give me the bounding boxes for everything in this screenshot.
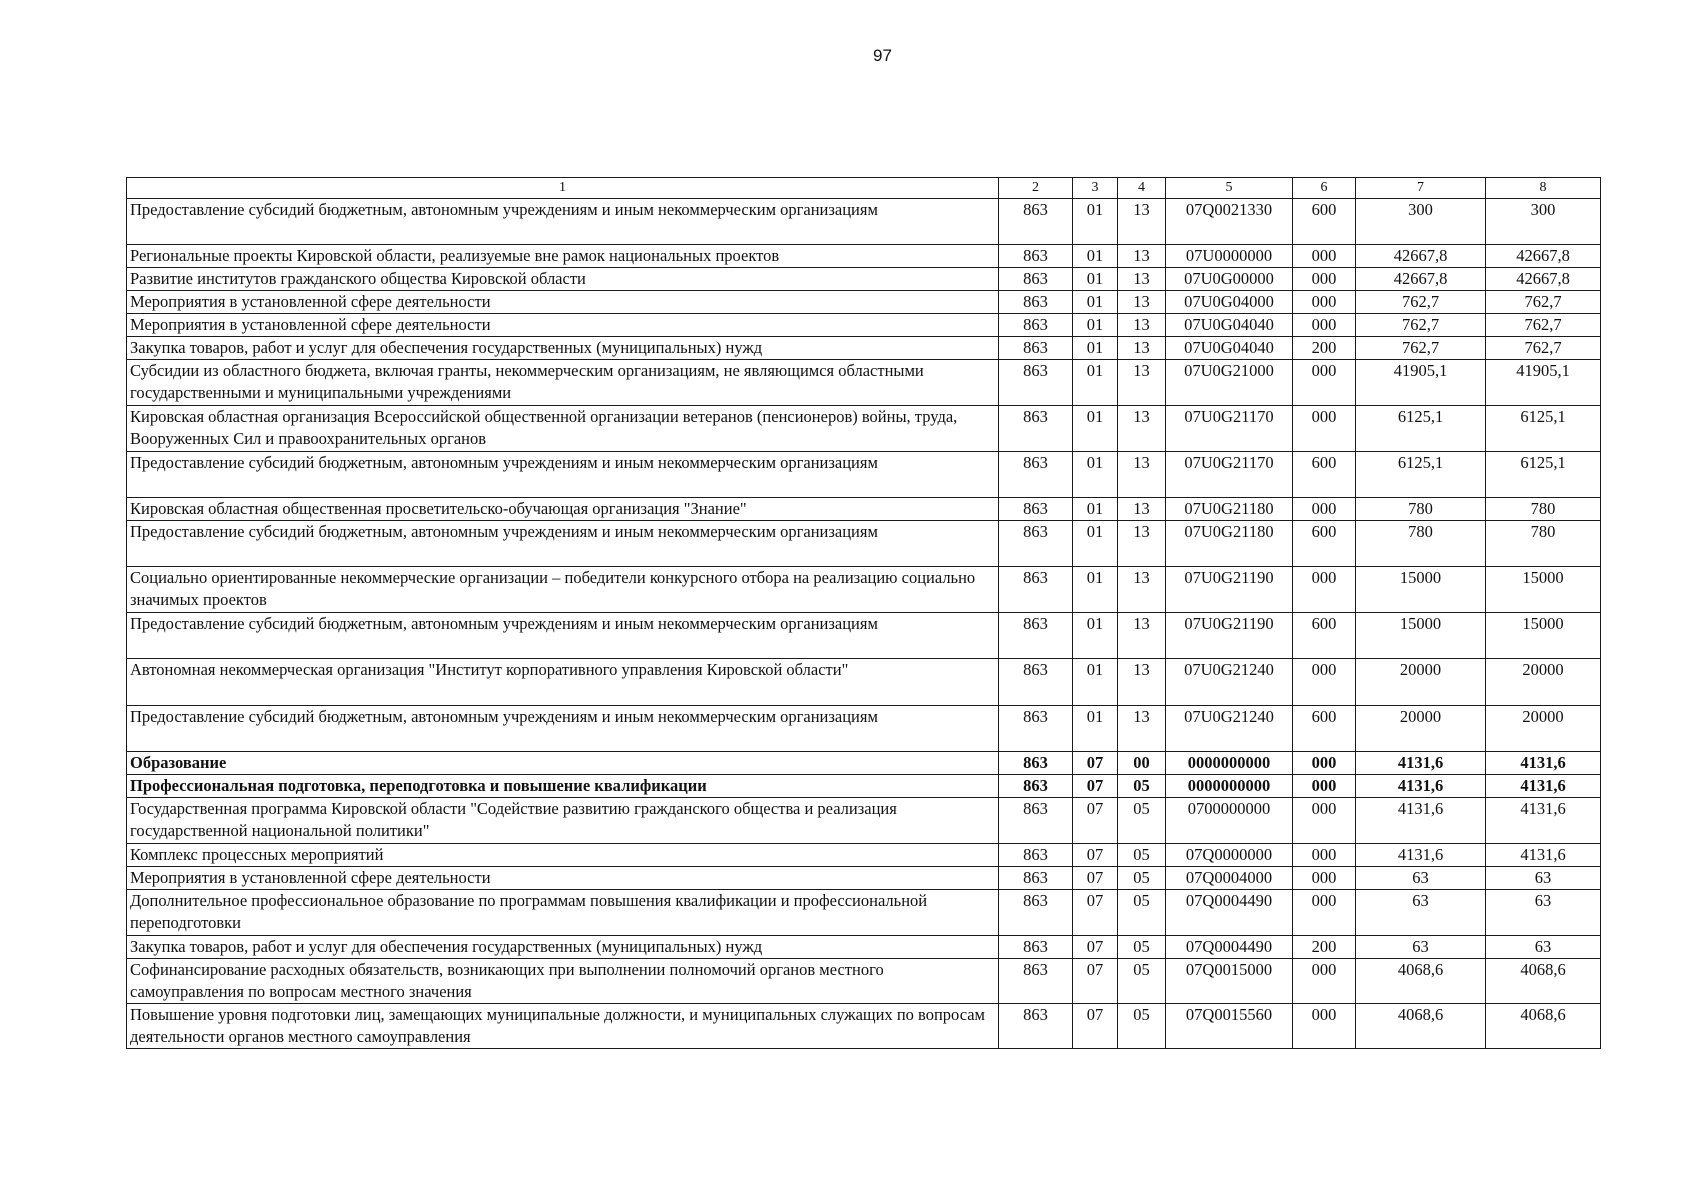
row-type-cell: 000 (1293, 890, 1356, 936)
row-target-cell: 07Q0015000 (1166, 959, 1293, 1004)
header-cell: 3 (1073, 178, 1118, 199)
row-subsection-cell: 13 (1118, 337, 1166, 360)
row-subsection-cell: 00 (1118, 752, 1166, 775)
row-target-cell: 07U0G21180 (1166, 498, 1293, 521)
table-row (127, 752, 1601, 775)
row-subsection-cell: 13 (1118, 613, 1166, 659)
row-amount-cell: 42667,8 (1356, 245, 1486, 268)
row-subsection-cell: 05 (1118, 890, 1166, 936)
row-amount-cell: 63 (1486, 936, 1601, 959)
row-amount-cell: 20000 (1486, 706, 1601, 752)
row-section-cell: 07 (1073, 867, 1118, 890)
header-cell: 7 (1356, 178, 1486, 199)
row-amount-cell: 762,7 (1356, 314, 1486, 337)
row-type-cell: 000 (1293, 406, 1356, 452)
row-target-cell: 07Q0004490 (1166, 890, 1293, 936)
row-amount-cell: 6125,1 (1486, 406, 1601, 452)
row-subsection-cell: 13 (1118, 452, 1166, 498)
row-name-cell: Кировская областная организация Всероссийской общественной организации ветеранов (пенсионеров) войны, труда, Вооруженных Сил и правоохранительных органов (127, 406, 999, 452)
row-section-cell: 07 (1073, 890, 1118, 936)
row-name-cell: Закупка товаров, работ и услуг для обеспечения государственных (муниципальных) нужд (127, 936, 999, 959)
row-subsection-cell: 05 (1118, 798, 1166, 844)
page-number: 97 (873, 46, 892, 65)
row-type-cell: 000 (1293, 959, 1356, 1004)
row-code-cell: 863 (999, 199, 1073, 245)
row-amount-cell: 6125,1 (1356, 406, 1486, 452)
table-row (127, 567, 1601, 613)
table-row (127, 360, 1601, 406)
row-name-cell: Повышение уровня подготовки лиц, замещающих муниципальные должности, и муниципальных служащих по вопросам деятельности органов местного самоуправления (127, 1004, 999, 1049)
row-type-cell: 000 (1293, 360, 1356, 406)
row-name-cell: Региональные проекты Кировской области, реализуемые вне рамок национальных проектов (127, 245, 999, 268)
row-subsection-cell: 05 (1118, 844, 1166, 867)
table-row (127, 867, 1601, 890)
header-cell: 4 (1118, 178, 1166, 199)
row-target-cell: 07U0G21170 (1166, 406, 1293, 452)
table-row (127, 199, 1601, 245)
table-row (127, 798, 1601, 844)
row-amount-cell: 6125,1 (1486, 452, 1601, 498)
row-section-cell: 01 (1073, 199, 1118, 245)
row-subsection-cell: 13 (1118, 245, 1166, 268)
row-amount-cell: 63 (1356, 936, 1486, 959)
row-target-cell: 07U0G21240 (1166, 659, 1293, 706)
row-section-cell: 01 (1073, 337, 1118, 360)
row-code-cell: 863 (999, 1004, 1073, 1049)
row-subsection-cell: 05 (1118, 775, 1166, 798)
table-row (127, 613, 1601, 659)
row-section-cell: 01 (1073, 360, 1118, 406)
row-amount-cell: 762,7 (1356, 337, 1486, 360)
row-code-cell: 863 (999, 706, 1073, 752)
row-section-cell: 01 (1073, 291, 1118, 314)
row-target-cell: 07U0G21190 (1166, 613, 1293, 659)
row-amount-cell: 4131,6 (1356, 844, 1486, 867)
row-target-cell: 07Q0000000 (1166, 844, 1293, 867)
row-target-cell: 07U0G00000 (1166, 268, 1293, 291)
table-row (127, 498, 1601, 521)
row-target-cell: 07Q0004490 (1166, 936, 1293, 959)
row-amount-cell: 4131,6 (1356, 775, 1486, 798)
row-name-cell: Мероприятия в установленной сфере деятельности (127, 314, 999, 337)
row-code-cell: 863 (999, 775, 1073, 798)
row-amount-cell: 780 (1486, 521, 1601, 567)
row-section-cell: 01 (1073, 406, 1118, 452)
row-name-cell: Мероприятия в установленной сфере деятельности (127, 291, 999, 314)
row-type-cell: 000 (1293, 245, 1356, 268)
row-amount-cell: 4068,6 (1486, 1004, 1601, 1049)
table-row (127, 844, 1601, 867)
row-subsection-cell: 13 (1118, 291, 1166, 314)
row-target-cell: 07U0G04040 (1166, 337, 1293, 360)
budget-table (126, 177, 1601, 1049)
header-cell: 6 (1293, 178, 1356, 199)
row-amount-cell: 762,7 (1486, 291, 1601, 314)
row-code-cell: 863 (999, 360, 1073, 406)
row-section-cell: 07 (1073, 936, 1118, 959)
row-code-cell: 863 (999, 498, 1073, 521)
row-type-cell: 000 (1293, 291, 1356, 314)
row-name-cell: Развитие институтов гражданского общества Кировской области (127, 268, 999, 291)
row-code-cell: 863 (999, 406, 1073, 452)
row-name-cell: Предоставление субсидий бюджетным, автономным учреждениям и иным некоммерческим организациям (127, 706, 999, 752)
row-amount-cell: 20000 (1486, 659, 1601, 706)
row-amount-cell: 762,7 (1356, 291, 1486, 314)
row-target-cell: 07U0G21240 (1166, 706, 1293, 752)
row-code-cell: 863 (999, 314, 1073, 337)
row-amount-cell: 63 (1486, 890, 1601, 936)
table-row (127, 337, 1601, 360)
table-row (127, 291, 1601, 314)
row-section-cell: 07 (1073, 775, 1118, 798)
row-subsection-cell: 05 (1118, 1004, 1166, 1049)
row-name-cell: Комплекс процессных мероприятий (127, 844, 999, 867)
row-code-cell: 863 (999, 890, 1073, 936)
row-section-cell: 01 (1073, 268, 1118, 291)
row-amount-cell: 780 (1356, 521, 1486, 567)
row-code-cell: 863 (999, 521, 1073, 567)
row-section-cell: 01 (1073, 314, 1118, 337)
table-row (127, 314, 1601, 337)
row-target-cell: 0000000000 (1166, 775, 1293, 798)
row-type-cell: 600 (1293, 199, 1356, 245)
row-amount-cell: 63 (1356, 890, 1486, 936)
row-type-cell: 000 (1293, 775, 1356, 798)
header-cell: 5 (1166, 178, 1293, 199)
row-section-cell: 07 (1073, 959, 1118, 1004)
row-code-cell: 863 (999, 245, 1073, 268)
row-target-cell: 07Q0015560 (1166, 1004, 1293, 1049)
row-section-cell: 07 (1073, 1004, 1118, 1049)
row-subsection-cell: 13 (1118, 314, 1166, 337)
row-subsection-cell: 13 (1118, 521, 1166, 567)
row-subsection-cell: 13 (1118, 268, 1166, 291)
row-amount-cell: 4131,6 (1486, 752, 1601, 775)
row-section-cell: 01 (1073, 659, 1118, 706)
row-amount-cell: 4131,6 (1486, 844, 1601, 867)
row-section-cell: 07 (1073, 844, 1118, 867)
row-amount-cell: 4068,6 (1356, 1004, 1486, 1049)
row-amount-cell: 4131,6 (1486, 775, 1601, 798)
row-subsection-cell: 05 (1118, 867, 1166, 890)
row-amount-cell: 20000 (1356, 706, 1486, 752)
row-section-cell: 01 (1073, 245, 1118, 268)
row-code-cell: 863 (999, 959, 1073, 1004)
table-row (127, 706, 1601, 752)
row-code-cell: 863 (999, 567, 1073, 613)
row-amount-cell: 762,7 (1486, 314, 1601, 337)
row-subsection-cell: 13 (1118, 199, 1166, 245)
row-target-cell: 07U0G21000 (1166, 360, 1293, 406)
row-subsection-cell: 05 (1118, 959, 1166, 1004)
row-type-cell: 200 (1293, 936, 1356, 959)
row-type-cell: 600 (1293, 706, 1356, 752)
row-amount-cell: 4131,6 (1356, 752, 1486, 775)
row-subsection-cell: 13 (1118, 360, 1166, 406)
row-amount-cell: 42667,8 (1486, 268, 1601, 291)
table-row (127, 775, 1601, 798)
row-target-cell: 07U0000000 (1166, 245, 1293, 268)
table-row (127, 452, 1601, 498)
row-name-cell: Закупка товаров, работ и услуг для обеспечения государственных (муниципальных) нужд (127, 337, 999, 360)
table-row (127, 936, 1601, 959)
row-subsection-cell: 13 (1118, 567, 1166, 613)
row-type-cell: 000 (1293, 798, 1356, 844)
header-cell: 2 (999, 178, 1073, 199)
row-section-cell: 01 (1073, 452, 1118, 498)
row-amount-cell: 4131,6 (1486, 798, 1601, 844)
row-name-cell: Профессиональная подготовка, переподготовка и повышение квалификации (127, 775, 999, 798)
row-amount-cell: 4068,6 (1486, 959, 1601, 1004)
row-name-cell: Предоставление субсидий бюджетным, автономным учреждениям и иным некоммерческим организациям (127, 613, 999, 659)
row-type-cell: 000 (1293, 268, 1356, 291)
row-code-cell: 863 (999, 613, 1073, 659)
row-name-cell: Предоставление субсидий бюджетным, автономным учреждениям и иным некоммерческим организациям (127, 521, 999, 567)
row-amount-cell: 42667,8 (1486, 245, 1601, 268)
row-target-cell: 07U0G21180 (1166, 521, 1293, 567)
row-section-cell: 01 (1073, 521, 1118, 567)
row-target-cell: 07U0G04000 (1166, 291, 1293, 314)
row-target-cell: 07U0G04040 (1166, 314, 1293, 337)
row-name-cell: Автономная некоммерческая организация "Институт корпоративного управления Кировской области" (127, 659, 999, 706)
row-code-cell: 863 (999, 268, 1073, 291)
table-row (127, 659, 1601, 706)
row-name-cell: Софинансирование расходных обязательств, возникающих при выполнении полномочий органов местного самоуправления по вопросам местного значения (127, 959, 999, 1004)
row-name-cell: Субсидии из областного бюджета, включая гранты, некоммерческим организациям, не являющимся областными государственными и муниципальными учреждениями (127, 360, 999, 406)
row-amount-cell: 63 (1356, 867, 1486, 890)
row-type-cell: 000 (1293, 498, 1356, 521)
row-code-cell: 863 (999, 936, 1073, 959)
row-code-cell: 863 (999, 798, 1073, 844)
row-name-cell: Дополнительное профессиональное образование по программам повышения квалификации и профессиональной переподготовки (127, 890, 999, 936)
header-cell: 1 (127, 178, 999, 199)
row-amount-cell: 300 (1486, 199, 1601, 245)
row-name-cell: Социально ориентированные некоммерческие организации – победители конкурсного отбора на реализацию социально значимых проектов (127, 567, 999, 613)
row-type-cell: 000 (1293, 1004, 1356, 1049)
row-code-cell: 863 (999, 452, 1073, 498)
row-amount-cell: 15000 (1486, 613, 1601, 659)
row-amount-cell: 300 (1356, 199, 1486, 245)
row-section-cell: 01 (1073, 567, 1118, 613)
table-row (127, 521, 1601, 567)
row-amount-cell: 41905,1 (1356, 360, 1486, 406)
header-cell: 8 (1486, 178, 1601, 199)
row-type-cell: 000 (1293, 659, 1356, 706)
row-subsection-cell: 05 (1118, 936, 1166, 959)
row-target-cell: 0700000000 (1166, 798, 1293, 844)
row-amount-cell: 6125,1 (1356, 452, 1486, 498)
row-code-cell: 863 (999, 659, 1073, 706)
row-type-cell: 600 (1293, 521, 1356, 567)
row-type-cell: 600 (1293, 613, 1356, 659)
table-row (127, 268, 1601, 291)
row-code-cell: 863 (999, 337, 1073, 360)
row-target-cell: 07Q0004000 (1166, 867, 1293, 890)
row-target-cell: 07U0G21190 (1166, 567, 1293, 613)
row-amount-cell: 15000 (1356, 567, 1486, 613)
row-type-cell: 000 (1293, 867, 1356, 890)
row-target-cell: 07Q0021330 (1166, 199, 1293, 245)
row-type-cell: 000 (1293, 567, 1356, 613)
row-name-cell: Кировская областная общественная просветительско-обучающая организация "Знание" (127, 498, 999, 521)
row-subsection-cell: 13 (1118, 659, 1166, 706)
header-row (127, 178, 1601, 199)
table-row (127, 890, 1601, 936)
table-row (127, 1004, 1601, 1049)
table-row (127, 406, 1601, 452)
row-type-cell: 000 (1293, 752, 1356, 775)
row-amount-cell: 780 (1486, 498, 1601, 521)
row-amount-cell: 20000 (1356, 659, 1486, 706)
row-amount-cell: 4068,6 (1356, 959, 1486, 1004)
row-amount-cell: 63 (1486, 867, 1601, 890)
row-target-cell: 07U0G21170 (1166, 452, 1293, 498)
row-name-cell: Предоставление субсидий бюджетным, автономным учреждениям и иным некоммерческим организациям (127, 452, 999, 498)
row-amount-cell: 780 (1356, 498, 1486, 521)
row-amount-cell: 41905,1 (1486, 360, 1601, 406)
row-target-cell: 0000000000 (1166, 752, 1293, 775)
row-code-cell: 863 (999, 752, 1073, 775)
row-type-cell: 600 (1293, 452, 1356, 498)
row-name-cell: Образование (127, 752, 999, 775)
row-name-cell: Предоставление субсидий бюджетным, автономным учреждениям и иным некоммерческим организациям (127, 199, 999, 245)
row-type-cell: 200 (1293, 337, 1356, 360)
row-amount-cell: 15000 (1486, 567, 1601, 613)
row-code-cell: 863 (999, 844, 1073, 867)
row-type-cell: 000 (1293, 314, 1356, 337)
row-code-cell: 863 (999, 867, 1073, 890)
row-name-cell: Мероприятия в установленной сфере деятельности (127, 867, 999, 890)
row-amount-cell: 42667,8 (1356, 268, 1486, 291)
table-row (127, 245, 1601, 268)
row-section-cell: 01 (1073, 498, 1118, 521)
row-section-cell: 07 (1073, 752, 1118, 775)
row-subsection-cell: 13 (1118, 498, 1166, 521)
row-amount-cell: 4131,6 (1356, 798, 1486, 844)
row-code-cell: 863 (999, 291, 1073, 314)
row-subsection-cell: 13 (1118, 706, 1166, 752)
row-name-cell: Государственная программа Кировской области "Содействие развитию гражданского общества и реализация государственной национальной политики" (127, 798, 999, 844)
row-section-cell: 01 (1073, 706, 1118, 752)
row-type-cell: 000 (1293, 844, 1356, 867)
row-section-cell: 07 (1073, 798, 1118, 844)
row-subsection-cell: 13 (1118, 406, 1166, 452)
row-section-cell: 01 (1073, 613, 1118, 659)
row-amount-cell: 762,7 (1486, 337, 1601, 360)
row-amount-cell: 15000 (1356, 613, 1486, 659)
table-row (127, 959, 1601, 1004)
